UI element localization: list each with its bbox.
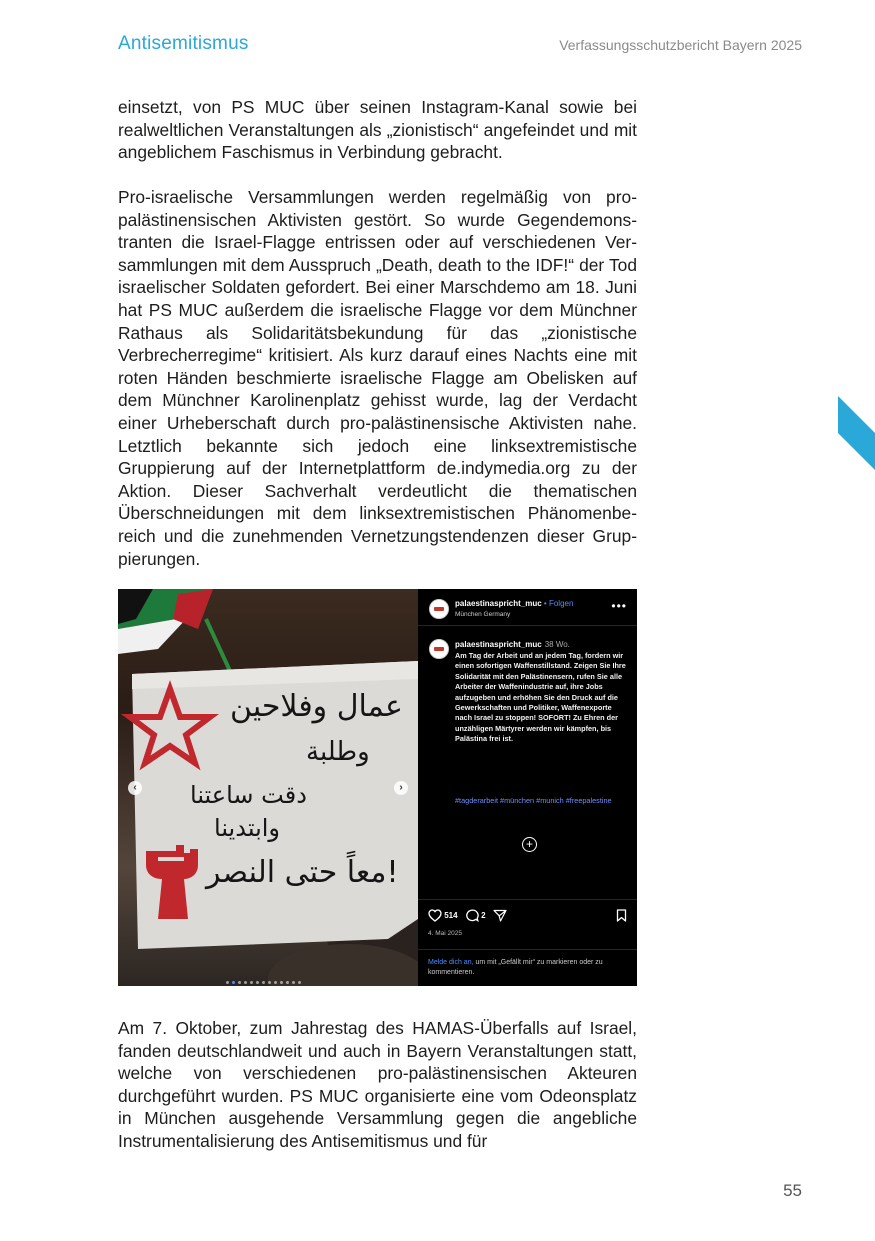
- location[interactable]: München Germany: [455, 611, 511, 618]
- post-panel: [418, 589, 637, 986]
- post-age: 38 Wo.: [544, 640, 570, 649]
- action-bar: [428, 909, 507, 922]
- divider: [418, 899, 637, 900]
- add-comment-icon[interactable]: +: [522, 837, 537, 852]
- paragraph-1: einsetzt, von PS MUC über seinen Instagram-Kanal sowie bei realweltlichen Veranstaltungen als „zionistisch“ angefeindet und mit angeblichem Faschismus in Verbindung gebracht.: [118, 97, 637, 163]
- chevron-right-icon[interactable]: ›: [394, 781, 408, 795]
- publication-title: Verfassungsschutzbericht Bayern 2025: [559, 37, 802, 53]
- chevron-left-icon[interactable]: ‹: [128, 781, 142, 795]
- more-icon[interactable]: •••: [611, 599, 627, 613]
- post-date: 4. Mai 2025: [428, 930, 462, 937]
- login-prompt: Melde dich an, um mit „Gefällt mir“ zu markieren oder zu kommentieren.: [428, 959, 603, 976]
- post-caption: Am Tag der Arbeit und an jedem Tag, fordern wir einen sofortigen Waffenstillstand. Zeigen Sie Ihre Solidarität mit den Palästinensern, rufen Sie alle Arbeiter der Waffenindustrie auf, ihre Jobs aufzugeben und erhöhen Sie den Druck auf die Gewerkschaften und Politiker, Waffenexporte nach Israel zu stoppen! SOFORT! Zu Ehren der unzähligen Märtyrer werden wir kämpfen, bis Palästina frei ist.: [455, 651, 626, 744]
- divider: [418, 625, 637, 626]
- page-number: 55: [783, 1181, 802, 1200]
- section-title: Antisemitismus: [118, 33, 249, 54]
- paragraph-2: Pro-israelische Versammlungen werden regelmäßig von propalästinensischen Aktivisten gestört. So wurde Gegendemonstranten die Israel-Flagge entrissen oder auf verschiedenen Versammlungen mit dem Ausspruch „Death, death to the IDF!“ der Tod israelischer Soldaten gefordert. Bei einer Marschdemo am 18. Juni hat PS MUC außerdem die israelische Flagge vor dem Münchner Rathaus als Solidaritätsbekundung für das „zionistische Verbrecherregime“ kritisiert. Als kurz darauf eines Nachts eine mit roten Händen beschmierte israelische Flagge am Obelisken auf dem Münchner Karolinenplatz gehisst wurde, lag der Verdacht einer Urheberschaft durch pro-palästinensische Aktivisten nahe. Letztlich bekannte sich jedoch eine linksextremistische Gruppierung auf der Internetplattform de.indymedia.org zu der Aktion. Dieser Sachverhalt verdeutlicht die thematischen Überschneidungen mit dem linksextremistischen Phänomenbereich und die zunehmenden Vernetzungstendenzen dieser Gruppierungen.: [118, 187, 637, 569]
- hashtags[interactable]: #tagderarbeit #münchen #munich #freepalestine: [455, 796, 612, 805]
- caption-author[interactable]: palaestinaspricht_muc 38 Wo.: [455, 640, 570, 649]
- account-name[interactable]: palaestinaspricht_muc • Folgen: [455, 599, 574, 608]
- sign-line-1: عمال وفلاحين: [230, 689, 403, 724]
- sign-line-3: دقت ساعتنا: [190, 781, 307, 809]
- paragraph-3: Am 7. Oktober, zum Jahrestag des HAMAS-Überfalls auf Israel, fanden deutschlandweit und auch in Bayern Veranstaltungen statt, welche von verschiedenen pro-palästinensischen Akteuren durchgeführt wurden. PS MUC organisierte eine vom Odeonsplatz in München ausgehende Versammlung gegen die angebliche Instrumentalisierung des Antisemitismus und für: [118, 1018, 637, 1151]
- sign-line-2: وطلبة: [306, 737, 370, 767]
- comment-icon[interactable]: [465, 909, 479, 922]
- avatar[interactable]: [429, 639, 449, 659]
- sign-line-4: وابتدينا: [214, 814, 281, 842]
- instagram-screenshot: [118, 589, 637, 986]
- avatar[interactable]: [429, 599, 449, 619]
- bookmark-icon[interactable]: [616, 909, 627, 922]
- carousel-dots: [226, 971, 304, 986]
- share-icon[interactable]: [493, 909, 507, 922]
- sign-line-5: معاً حتى النصر!: [206, 855, 399, 890]
- follow-link[interactable]: Folgen: [548, 599, 574, 608]
- divider: [418, 949, 637, 950]
- login-link[interactable]: Melde dich an,: [428, 959, 474, 966]
- protest-photo: [118, 589, 418, 986]
- heart-icon[interactable]: [428, 909, 442, 922]
- comment-count: 2: [481, 911, 486, 920]
- like-count: 514: [444, 911, 458, 920]
- chapter-tab: [838, 396, 875, 470]
